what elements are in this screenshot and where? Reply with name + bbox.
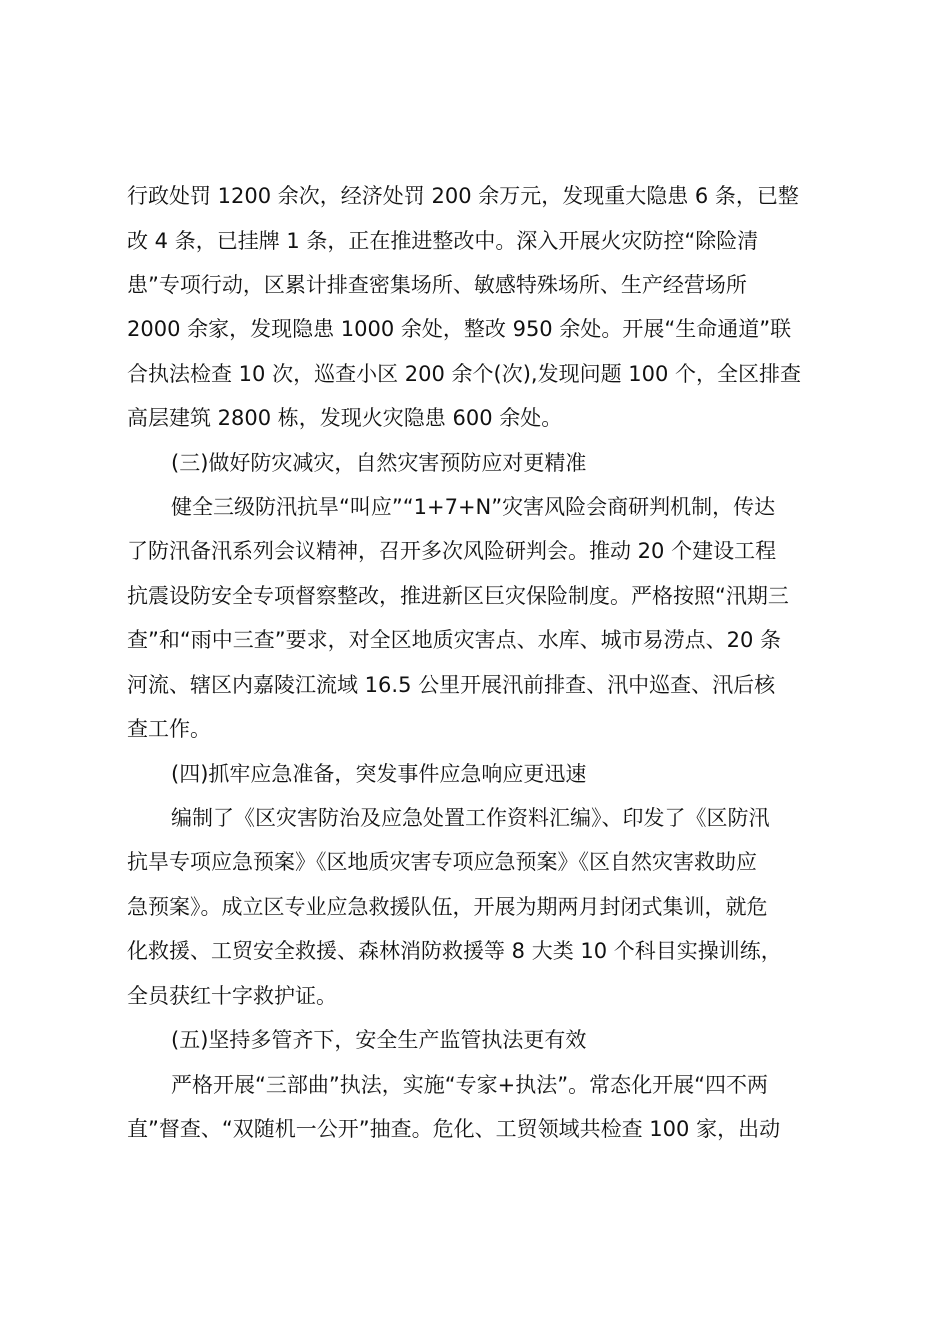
paragraph-first-line: 严格开展“三部曲”执法，实施“专家+执法”。常态化开展“四不两 — [171, 1073, 768, 1097]
body-text-line: 急预案》。成立区专业应急救援队伍，开展为期两月封闭式集训，就危 — [127, 895, 768, 919]
body-text-line: 直”督查、“双随机一公开”抽查。危化、工贸领域共检查 100 家，出动 — [127, 1117, 781, 1141]
body-text-line: 行政处罚 1200 余次，经济处罚 200 余万元，发现重大隐患 6 条，已整 — [127, 184, 799, 208]
body-text-line: 河流、辖区内嘉陵江流域 16.5 公里开展汛前排查、汛中巡查、汛后核 — [127, 673, 776, 697]
body-text-line: 全员获红十字救护证。 — [127, 984, 337, 1008]
section-heading-4: (四)抓牢应急准备，突发事件应急响应更迅速 — [171, 762, 587, 786]
body-text-line: 了防汛备汛系列会议精神，召开多次风险研判会。推动 20 个建设工程 — [127, 539, 777, 563]
body-text-line: 合执法检查 10 次，巡查小区 200 余个(次),发现问题 100 个，全区排查 — [127, 362, 801, 386]
body-text-line: 化救援、工贸安全救援、森林消防救援等 8 大类 10 个科目实操训练， — [127, 939, 782, 963]
body-text-line: 查工作。 — [127, 717, 211, 741]
body-text-line: 高层建筑 2800 栋，发现火灾隐患 600 余处。 — [127, 406, 563, 430]
body-text-line: 抗震设防安全专项督察整改，推进新区巨灾保险制度。严格按照“汛期三 — [127, 584, 789, 608]
body-text-line: 抗旱专项应急预案》《区地质灾害专项应急预案》《区自然灾害救助应 — [127, 850, 757, 874]
paragraph-first-line: 健全三级防汛抗旱“叫应”“1+7+N”灾害风险会商研判机制，传达 — [171, 495, 776, 519]
section-heading-3: (三)做好防灾减灾，自然灾害预防应对更精准 — [171, 451, 587, 475]
body-text-line: 2000 余家，发现隐患 1000 余处，整改 950 余处。开展“生命通道”联 — [127, 317, 792, 341]
paragraph-first-line: 编制了《区灾害防治及应急处置工作资料汇编》、印发了《区防汛 — [171, 806, 770, 830]
body-text-line: 查”和“雨中三查”要求，对全区地质灾害点、水库、城市易涝点、20 条 — [127, 628, 782, 652]
section-heading-5: (五)坚持多管齐下，安全生产监管执法更有效 — [171, 1028, 587, 1052]
body-text-line: 改 4 条，已挂牌 1 条，正在推进整改中。深入开展火灾防控“除险清 — [127, 229, 759, 253]
body-text-line: 患”专项行动，区累计排查密集场所、敏感特殊场所、生产经营场所 — [127, 273, 747, 297]
